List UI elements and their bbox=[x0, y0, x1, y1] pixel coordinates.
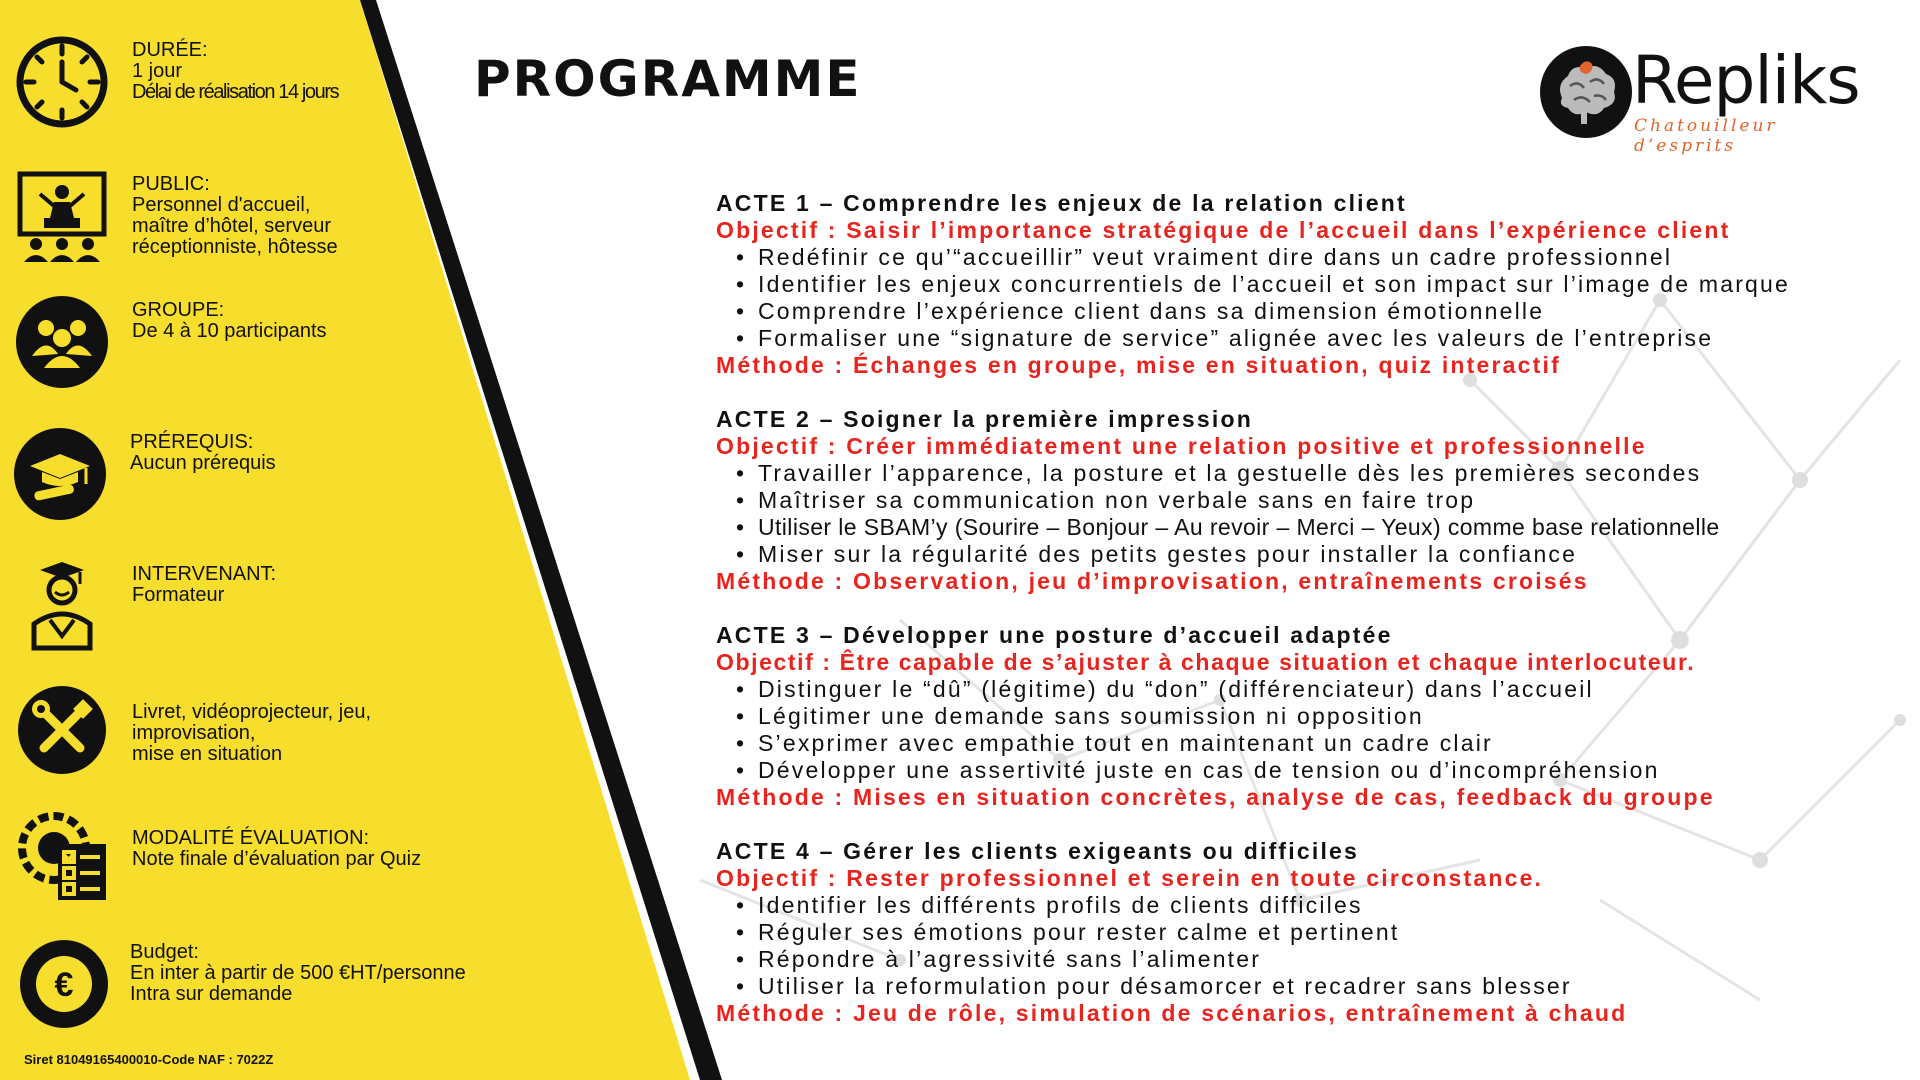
duree-delai: Délai de réalisation 14 jours bbox=[132, 81, 339, 103]
prerequis-label: PRÉREQUIS: bbox=[130, 431, 254, 453]
sidebar-item-groupe bbox=[0, 294, 560, 404]
acte-points bbox=[716, 460, 1916, 568]
acte-point: • Redéfinir ce qu’“accueillir” veut vraiment dire dans un cadre professionnel bbox=[716, 244, 1916, 271]
sidebar-item-text bbox=[132, 40, 338, 103]
materiel-line-1: Livret, vidéoprojecteur, jeu, bbox=[132, 701, 372, 723]
graduation-cap-diploma-icon bbox=[12, 426, 108, 522]
sidebar-item-evaluation bbox=[0, 808, 560, 918]
instructor-graduate-icon bbox=[14, 558, 110, 654]
acte-1 bbox=[716, 190, 1916, 379]
acte-4 bbox=[716, 838, 1916, 1027]
budget-inter: En inter à partir de 500 €HT/personne bbox=[130, 962, 466, 984]
public-line-1: Personnel d'accueil, bbox=[132, 194, 311, 216]
acte-point: • Miser sur la régularité des petits gestes pour installer la confiance bbox=[716, 541, 1916, 568]
programme-content bbox=[716, 190, 1916, 1054]
acte-point: • Comprendre l’expérience client dans sa dimension émotionnelle bbox=[716, 298, 1916, 325]
budget-intra: Intra sur demande bbox=[130, 983, 293, 1005]
evaluation-label: MODALITÉ ÉVALUATION: bbox=[132, 827, 370, 849]
acte-methode: Méthode : Jeu de rôle, simulation de scénarios, entraînement à chaud bbox=[716, 1000, 1628, 1026]
acte-2 bbox=[716, 406, 1916, 595]
acte-point: • Maîtriser sa communication non verbale sans en faire trop bbox=[716, 487, 1916, 514]
evaluation-value: Note finale d’évaluation par Quiz bbox=[132, 848, 422, 870]
sidebar-item-public bbox=[0, 168, 560, 278]
acte-3 bbox=[716, 622, 1916, 811]
sidebar-item-text bbox=[130, 432, 276, 474]
logo-name: Repliks bbox=[1632, 42, 1860, 119]
acte-point: • Répondre à l’agressivité sans l’alimenter bbox=[716, 946, 1916, 973]
acte-point: • Développer une assertivité juste en cas de tension ou d’incompréhension bbox=[716, 757, 1916, 784]
acte-objectif: Objectif : Saisir l’importance stratégique de l’accueil dans l’expérience client bbox=[716, 217, 1731, 243]
sidebar-item-text bbox=[132, 702, 371, 765]
acte-point: • Utiliser le SBAM’y (Sourire – Bonjour – Au revoir – Merci – Yeux) comme base relationnelle bbox=[716, 514, 1916, 541]
acte-title: ACTE 1 – Comprendre les enjeux de la relation client bbox=[716, 190, 1407, 216]
intervenant-value: Formateur bbox=[132, 584, 225, 606]
group-people-icon bbox=[14, 294, 110, 390]
sidebar-item-text bbox=[132, 564, 276, 606]
acte-points bbox=[716, 244, 1916, 352]
clock-icon bbox=[14, 34, 110, 130]
materiel-line-2: improvisation, bbox=[132, 722, 256, 744]
svg-text:€: € bbox=[54, 966, 74, 1004]
euro-coin-icon bbox=[16, 936, 112, 1032]
acte-points bbox=[716, 892, 1916, 1000]
acte-point: • Travailler l’apparence, la posture et la gestuelle dès les premières secondes bbox=[716, 460, 1916, 487]
acte-objectif: Objectif : Rester professionnel et serein en toute circonstance. bbox=[716, 865, 1544, 891]
intervenant-label: INTERVENANT: bbox=[132, 563, 277, 585]
acte-point: • Légitimer une demande sans soumission ni opposition bbox=[716, 703, 1916, 730]
acte-objectif: Objectif : Créer immédiatement une relation positive et professionnelle bbox=[716, 433, 1647, 459]
public-label: PUBLIC: bbox=[132, 173, 210, 195]
duree-value: 1 jour bbox=[132, 60, 183, 82]
groupe-label: GROUPE: bbox=[132, 299, 225, 321]
acte-title: ACTE 4 – Gérer les clients exigeants ou difficiles bbox=[716, 838, 1360, 864]
sidebar-item-prerequis bbox=[0, 426, 560, 536]
sidebar-item-intervenant bbox=[0, 558, 560, 668]
materiel-line-3: mise en situation bbox=[132, 743, 283, 765]
logo-tagline: Chatouilleur d’esprits bbox=[1634, 116, 1778, 156]
budget-label: Budget: bbox=[130, 941, 199, 963]
repliks-logo bbox=[1540, 42, 1880, 156]
acte-title: ACTE 2 – Soigner la première impression bbox=[716, 406, 1254, 432]
acte-objectif: Objectif : Être capable de s’ajuster à chaque situation et chaque interlocuteur. bbox=[716, 649, 1696, 675]
presentation-audience-icon bbox=[14, 168, 110, 264]
sidebar-item-budget bbox=[0, 936, 560, 1046]
sidebar-item-text bbox=[132, 174, 338, 258]
public-line-3: réceptionniste, hôtesse bbox=[132, 236, 338, 258]
acte-methode: Méthode : Échanges en groupe, mise en situation, quiz interactif bbox=[716, 352, 1561, 378]
sidebar-item-text bbox=[132, 300, 327, 342]
acte-point: • Utiliser la reformulation pour désamorcer et recadrer sans blesser bbox=[716, 973, 1916, 1000]
public-line-2: maître d’hôtel, serveur bbox=[132, 215, 331, 237]
acte-point: • S’exprimer avec empathie tout en maintenant un cadre clair bbox=[716, 730, 1916, 757]
acte-point: • Identifier les différents profils de clients difficiles bbox=[716, 892, 1916, 919]
acte-methode: Méthode : Mises en situation concrètes, analyse de cas, feedback du groupe bbox=[716, 784, 1715, 810]
acte-point: • Distinguer le “dû” (légitime) du “don” (différenciateur) dans l’accueil bbox=[716, 676, 1916, 703]
brain-logo-icon bbox=[1540, 46, 1632, 138]
sidebar-item-text bbox=[132, 828, 421, 870]
acte-point: • Réguler ses émotions pour rester calme et pertinent bbox=[716, 919, 1916, 946]
acte-point: • Formaliser une “signature de service” alignée avec les valeurs de l’entreprise bbox=[716, 325, 1916, 352]
acte-methode: Méthode : Observation, jeu d’improvisation, entraînements croisés bbox=[716, 568, 1589, 594]
acte-point: • Identifier les enjeux concurrentiels de l’accueil et son impact sur l’image de marque bbox=[716, 271, 1916, 298]
groupe-value: De 4 à 10 participants bbox=[132, 320, 327, 342]
acte-points bbox=[716, 676, 1916, 784]
acte-title: ACTE 3 – Développer une posture d’accueil adaptée bbox=[716, 622, 1393, 648]
evaluation-checklist-icon bbox=[14, 808, 110, 904]
duree-label: DURÉE: bbox=[132, 39, 208, 61]
tools-icon bbox=[14, 682, 110, 778]
sidebar-item-materiel bbox=[0, 680, 560, 790]
sidebar-item-text bbox=[130, 942, 466, 1005]
page-title: PROGRAMME bbox=[474, 50, 862, 108]
prerequis-value: Aucun prérequis bbox=[130, 452, 276, 474]
siret-footer: Siret 81049165400010-Code NAF : 7022Z bbox=[24, 1052, 274, 1067]
